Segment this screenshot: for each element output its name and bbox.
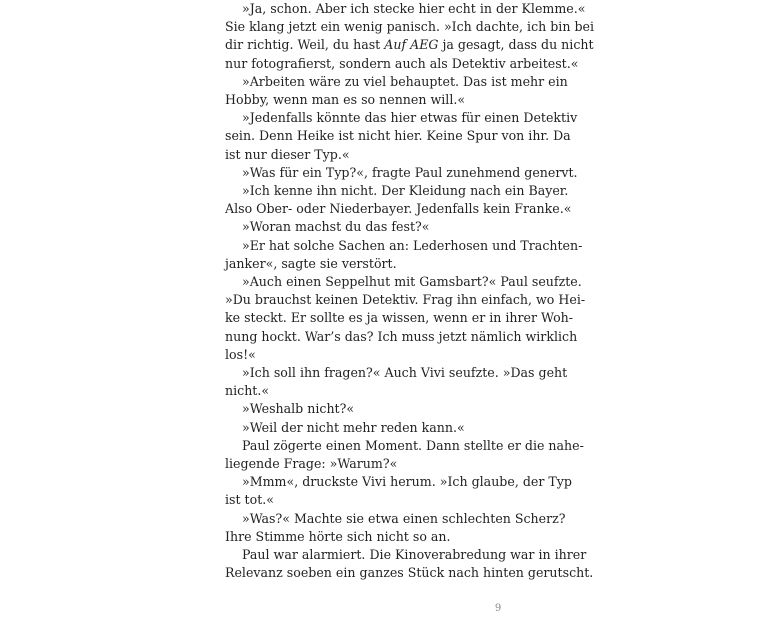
text-line: »Ja, schon. Aber ich stecke hier echt in der Klemme.« xyxy=(242,1,586,16)
text-line: sein. Denn Heike ist nicht hier. Keine Spur von ihr. Da xyxy=(225,128,571,144)
text-line: »Weshalb nicht?« xyxy=(242,401,355,417)
text-line: »Was?« Machte sie etwa einen schlechten Scherz? xyxy=(242,510,566,526)
text-line: »Ich soll ihn fragen?« Auch Vivi seufzte. »Das geht xyxy=(242,365,568,380)
text-line: nicht.« xyxy=(225,383,270,399)
text-line: »Mmm«, druckste Vivi herum. »Ich glaube, der Typ xyxy=(242,474,572,490)
text-segment: dir richtig. Weil, du hast xyxy=(225,37,385,53)
text-line: »Ich kenne ihn nicht. Der Kleidung nach ein Bayer. xyxy=(242,183,569,198)
text-line: Paul zögerte einen Moment. Dann stellte er die nahe- xyxy=(242,437,584,453)
text-line: Hobby, wenn man es so nennen will.« xyxy=(225,92,466,107)
text-line: Relevanz soeben ein ganzes Stück nach hinten gerutscht. xyxy=(225,565,594,581)
text-line: »Auch einen Seppelhut mit Gamsbart?« Paul seufzte. xyxy=(242,274,582,289)
text-line: »Arbeiten wäre zu viel behauptet. Das ist mehr ein xyxy=(242,73,568,89)
text-line: Paul war alarmiert. Die Kinoverabredung war in ihrer xyxy=(242,547,587,562)
text-line: »Du brauchst keinen Detektiv. Frag ihn einfach, wo Hei- xyxy=(225,292,586,308)
text-line: janker«, sagte sie verstört. xyxy=(225,255,397,271)
text-line: ist nur dieser Typ.« xyxy=(225,146,350,162)
text-line: Sie klang jetzt ein wenig panisch. »Ich dachte, ich bin bei xyxy=(225,19,594,35)
text-line: ke steckt. Er sollte es ja wissen, wenn er in ihrer Woh- xyxy=(225,310,574,326)
italic-title: Auf AEG xyxy=(384,37,439,53)
text-line: liegende Frage: »Warum?« xyxy=(225,456,398,471)
text-line xyxy=(225,36,594,54)
text-line: los!« xyxy=(225,346,256,362)
text-line: »Jedenfalls könnte das hier etwas für einen Detektiv xyxy=(242,110,578,126)
text-line: »Er hat solche Sachen an: Lederhosen und Trachten- xyxy=(242,237,583,253)
text-segment: ja gesagt, dass du nicht xyxy=(438,37,594,53)
page-number: 9 xyxy=(494,603,502,614)
text-line: ist tot.« xyxy=(225,492,274,508)
text-line: »Woran machst du das fest?« xyxy=(242,219,430,235)
text-line: Ihre Stimme hörte sich nicht so an. xyxy=(225,528,451,544)
text-line: nung hockt. War’s das? Ich muss jetzt nämlich wirklich xyxy=(225,328,578,344)
text-line: »Weil der nicht mehr reden kann.« xyxy=(242,419,465,435)
text-line: nur fotografierst, sondern auch als Detektiv arbeitest.« xyxy=(225,55,579,71)
text-line: Also Ober- oder Niederbayer. Jedenfalls kein Franke.« xyxy=(225,201,572,217)
text-line: »Was für ein Typ?«, fragte Paul zunehmend genervt. xyxy=(242,164,578,180)
